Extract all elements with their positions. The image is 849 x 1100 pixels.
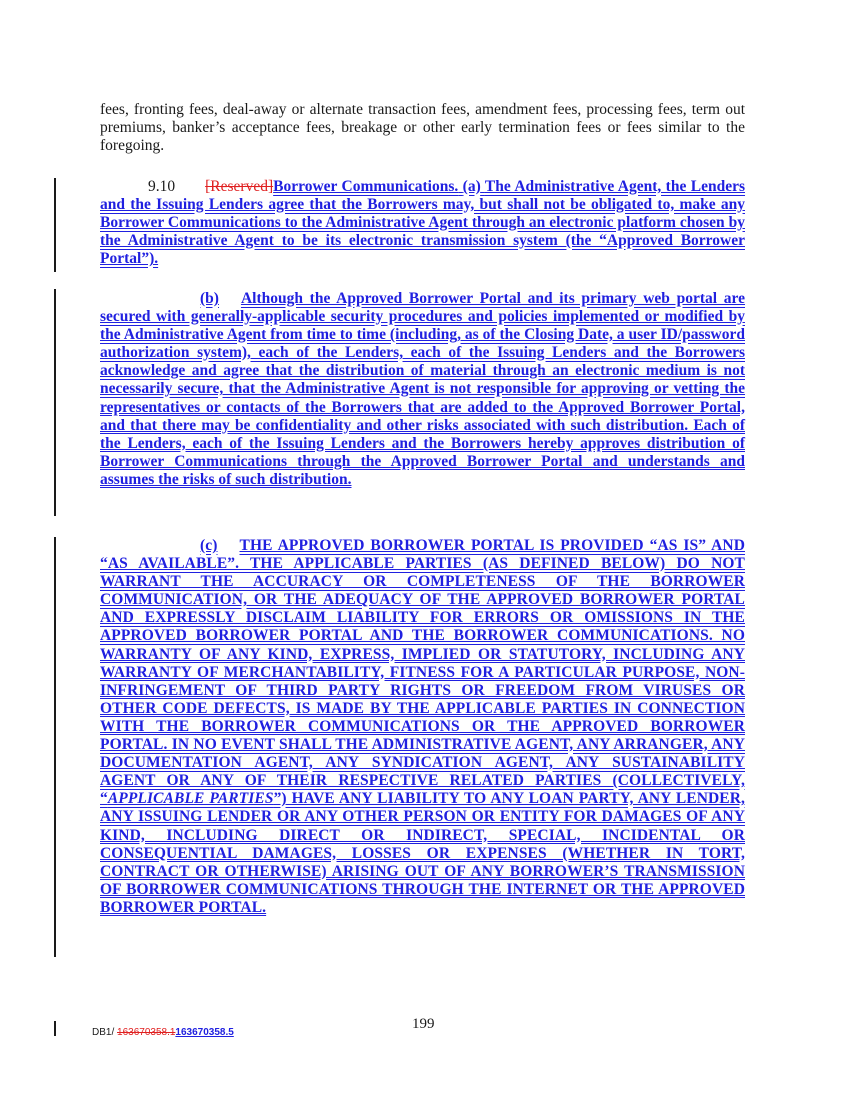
para-c-label: (c) (200, 537, 218, 554)
doc-prefix: DB1/ (92, 1027, 118, 1038)
change-bar (54, 178, 56, 272)
change-bar (54, 289, 56, 516)
para-c-text-2: ”) HAVE ANY LIABILITY TO ANY LOAN PARTY, ANY LENDER, ANY ISSUING LENDER OR ANY OTHER PERSON OR ENTITY FOR DAMAGES OF ANY KIND, INCLUDING DIRECT OR INDIRECT, SPECIAL, INCIDENTAL OR CONSEQUENTIAL DAMAGES, LOSSES OR EXPENSES (WHETHER IN TORT, CONTRACT OR OTHERWISE) ARISING OUT OF ANY BORROWER’S TRANSMISSION OF BORROWER COMMUNICATIONS THROUGH THE INTERNET OR THE APPROVED BORROWER PORTAL. (100, 790, 745, 916)
document-id (92, 1027, 234, 1038)
section-9-10-paragraph-c (100, 537, 745, 917)
doc-id-inserted: 163670358.5 (175, 1027, 234, 1038)
section-title: Borrower Communications. (273, 178, 459, 195)
section-9-10-paragraph-b (100, 290, 745, 489)
para-a-text: The Administrative Agent, the Lenders and the Issuing Lenders agree that the Borrowers may, but shall not be obligated to, make any Borrower Communications to the Administrative Agent through an electronic platform chosen by the Administrative Agent to be its electronic transmission system (the “Approved Borrower Portal”). (100, 178, 746, 268)
section-9-10-paragraph-a (100, 178, 745, 268)
deleted-reserved: [Reserved] (205, 178, 274, 195)
para-c-text-1: THE APPROVED BORROWER PORTAL IS PROVIDED “AS IS” AND “AS AVAILABLE”. THE APPLICABLE PARTIES (AS DEFINED BELOW) DO NOT WARRANT THE ACCURACY OR COMPLETENESS OF THE BORROWER COMMUNICATION, OR THE ADEQUACY OF THE APPROVED BORROWER PORTAL AND EXPRESSLY DISCLAIM LIABILITY FOR ERRORS OR OMISSIONS IN THE APPROVED BORROWER PORTAL AND THE BORROWER COMMUNICATIONS. NO WARRANTY OF ANY KIND, EXPRESS, IMPLIED OR STATUTORY, INCLUDING ANY WARRANTY OF MERCHANTABILITY, FITNESS FOR A PARTICULAR PURPOSE, NON-INFRINGEMENT OF THIRD PARTY RIGHTS OR FREEDOM FROM VIRUSES OR OTHER CODE DEFECTS, IS MADE BY THE APPLICABLE PARTIES IN CONNECTION WITH THE BORROWER COMMUNICATIONS OR THE APPROVED BORROWER PORTAL. IN NO EVENT SHALL THE ADMINISTRATIVE AGENT, ANY ARRANGER, ANY DOCUMENTATION AGENT, ANY SYNDICATION AGENT, ANY SUSTAINABILITY AGENT OR ANY OF THEIR RESPECTIVE RELATED PARTIES (COLLECTIVELY, “ (100, 537, 745, 808)
para-c-defined-term: APPLICABLE PARTIES (107, 790, 274, 808)
intro-text: fees, fronting fees, deal-away or alternate transaction fees, amendment fees, processing fees, term out premiums, banker’s acceptance fees, breakage or other early termination fees or fees similar to the foregoing. (100, 101, 745, 155)
para-b-text: Although the Approved Borrower Portal and its primary web portal are secured with generally-applicable security procedures and policies implemented or modified by the Administrative Agent from time to time (including, as of the Closing Date, a user ID/password authorization system), each of the Lenders, each of the Issuing Lenders and the Borrowers acknowledge and agree that the distribution of material through an electronic medium is not necessarily secure, that the Administrative Agent is not responsible for approving or vetting the representatives or contacts of the Borrowers that are added to the Approved Borrower Portal, and that there may be confidentiality and other risks associated with such distribution. Each of the Lenders, each of the Issuing Lenders and the Borrowers hereby approves distribution of Borrower Communications through the Approved Borrower Portal and understands and assumes the risks of such distribution. (100, 290, 745, 488)
para-b-label: (b) (200, 290, 219, 307)
footer-change-bar (54, 1021, 56, 1036)
page-number: 199 (412, 1016, 435, 1032)
section-number: 9.10 (148, 178, 176, 195)
intro-paragraph (100, 101, 745, 155)
para-a-label: (a) (462, 178, 481, 195)
change-bar (54, 537, 56, 957)
doc-id-deleted: 163670358.1 (117, 1027, 176, 1038)
